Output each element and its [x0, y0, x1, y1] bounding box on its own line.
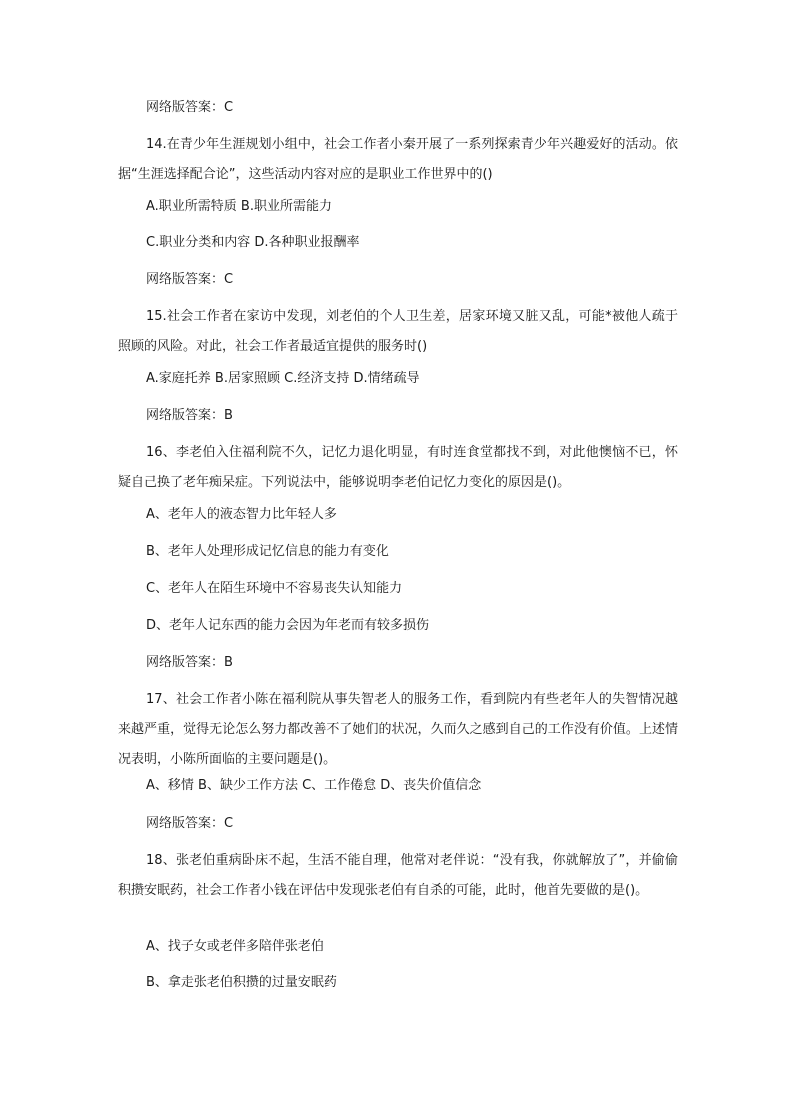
question-17-options: A、移情 B、缺少工作方法 C、工作倦怠 D、丧失价值信念 — [146, 778, 482, 793]
question-16-option-b: B、老年人处理形成记忆信息的能力有变化 — [146, 544, 389, 559]
question-15-answer: 网络版答案：B — [146, 408, 233, 423]
question-16-option-c: C、老年人在陌生环境中不容易丧失认知能力 — [146, 581, 403, 596]
question-16-option-d: D、老年人记东西的能力会因为年老而有较多损伤 — [146, 618, 430, 633]
question-18-stem: 18、张老伯重病卧床不起，生活不能自理，他常对老伴说：“没有我，你就解放了”，并偷偷积攒安眠药，社会工作者小钱在评估中发现张老伯有自杀的可能，此时，他首先要做的是()。 — [118, 853, 678, 898]
question-17-stem: 17、社会工作者小陈在福利院从事失智老人的服务工作，看到院内有些老年人的失智情况越来越严重，觉得无论怎么努力都改善不了她们的状况，久而久之感到自己的工作没有价值。上述情况表明，小陈所面临的主要问题是()。 — [118, 692, 678, 767]
question-16-stem: 16、李老伯入住福利院不久，记忆力退化明显，有时连食堂都找不到，对此他懊恼不已，怀疑自己换了老年痴呆症。下列说法中，能够说明李老伯记忆力变化的原因是()。 — [118, 445, 678, 490]
question-17-answer: 网络版答案：C — [146, 816, 234, 831]
question-16-option-a: A、老年人的液态智力比年轻人多 — [146, 507, 337, 522]
question-14-stem: 14.在青少年生涯规划小组中，社会工作者小秦开展了一系列探索青少年兴趣爱好的活动。依据“生涯选择配合论”，这些活动内容对应的是职业工作世界中的() — [118, 137, 678, 182]
question-18-option-b: B、拿走张老伯积攒的过量安眠药 — [146, 975, 337, 990]
answer-prev: 网络版答案：C — [146, 100, 234, 115]
question-15-options: A.家庭托养 B.居家照顾 C.经济支持 D.情绪疏导 — [146, 371, 420, 386]
question-15-stem: 15.社会工作者在家访中发现，刘老伯的个人卫生差，居家环境又脏又乱，可能*被他人疏于照顾的风险。对此，社会工作者最适宜提供的服务时() — [118, 309, 678, 354]
question-16-answer: 网络版答案：B — [146, 655, 233, 670]
question-14-options-cd: C.职业分类和内容 D.各种职业报酬率 — [146, 235, 360, 250]
question-14-answer: 网络版答案：C — [146, 272, 234, 287]
question-14-options-ab: A.职业所需特质 B.职业所需能力 — [146, 199, 332, 214]
question-18-option-a: A、找子女或老伴多陪伴张老伯 — [146, 939, 324, 954]
